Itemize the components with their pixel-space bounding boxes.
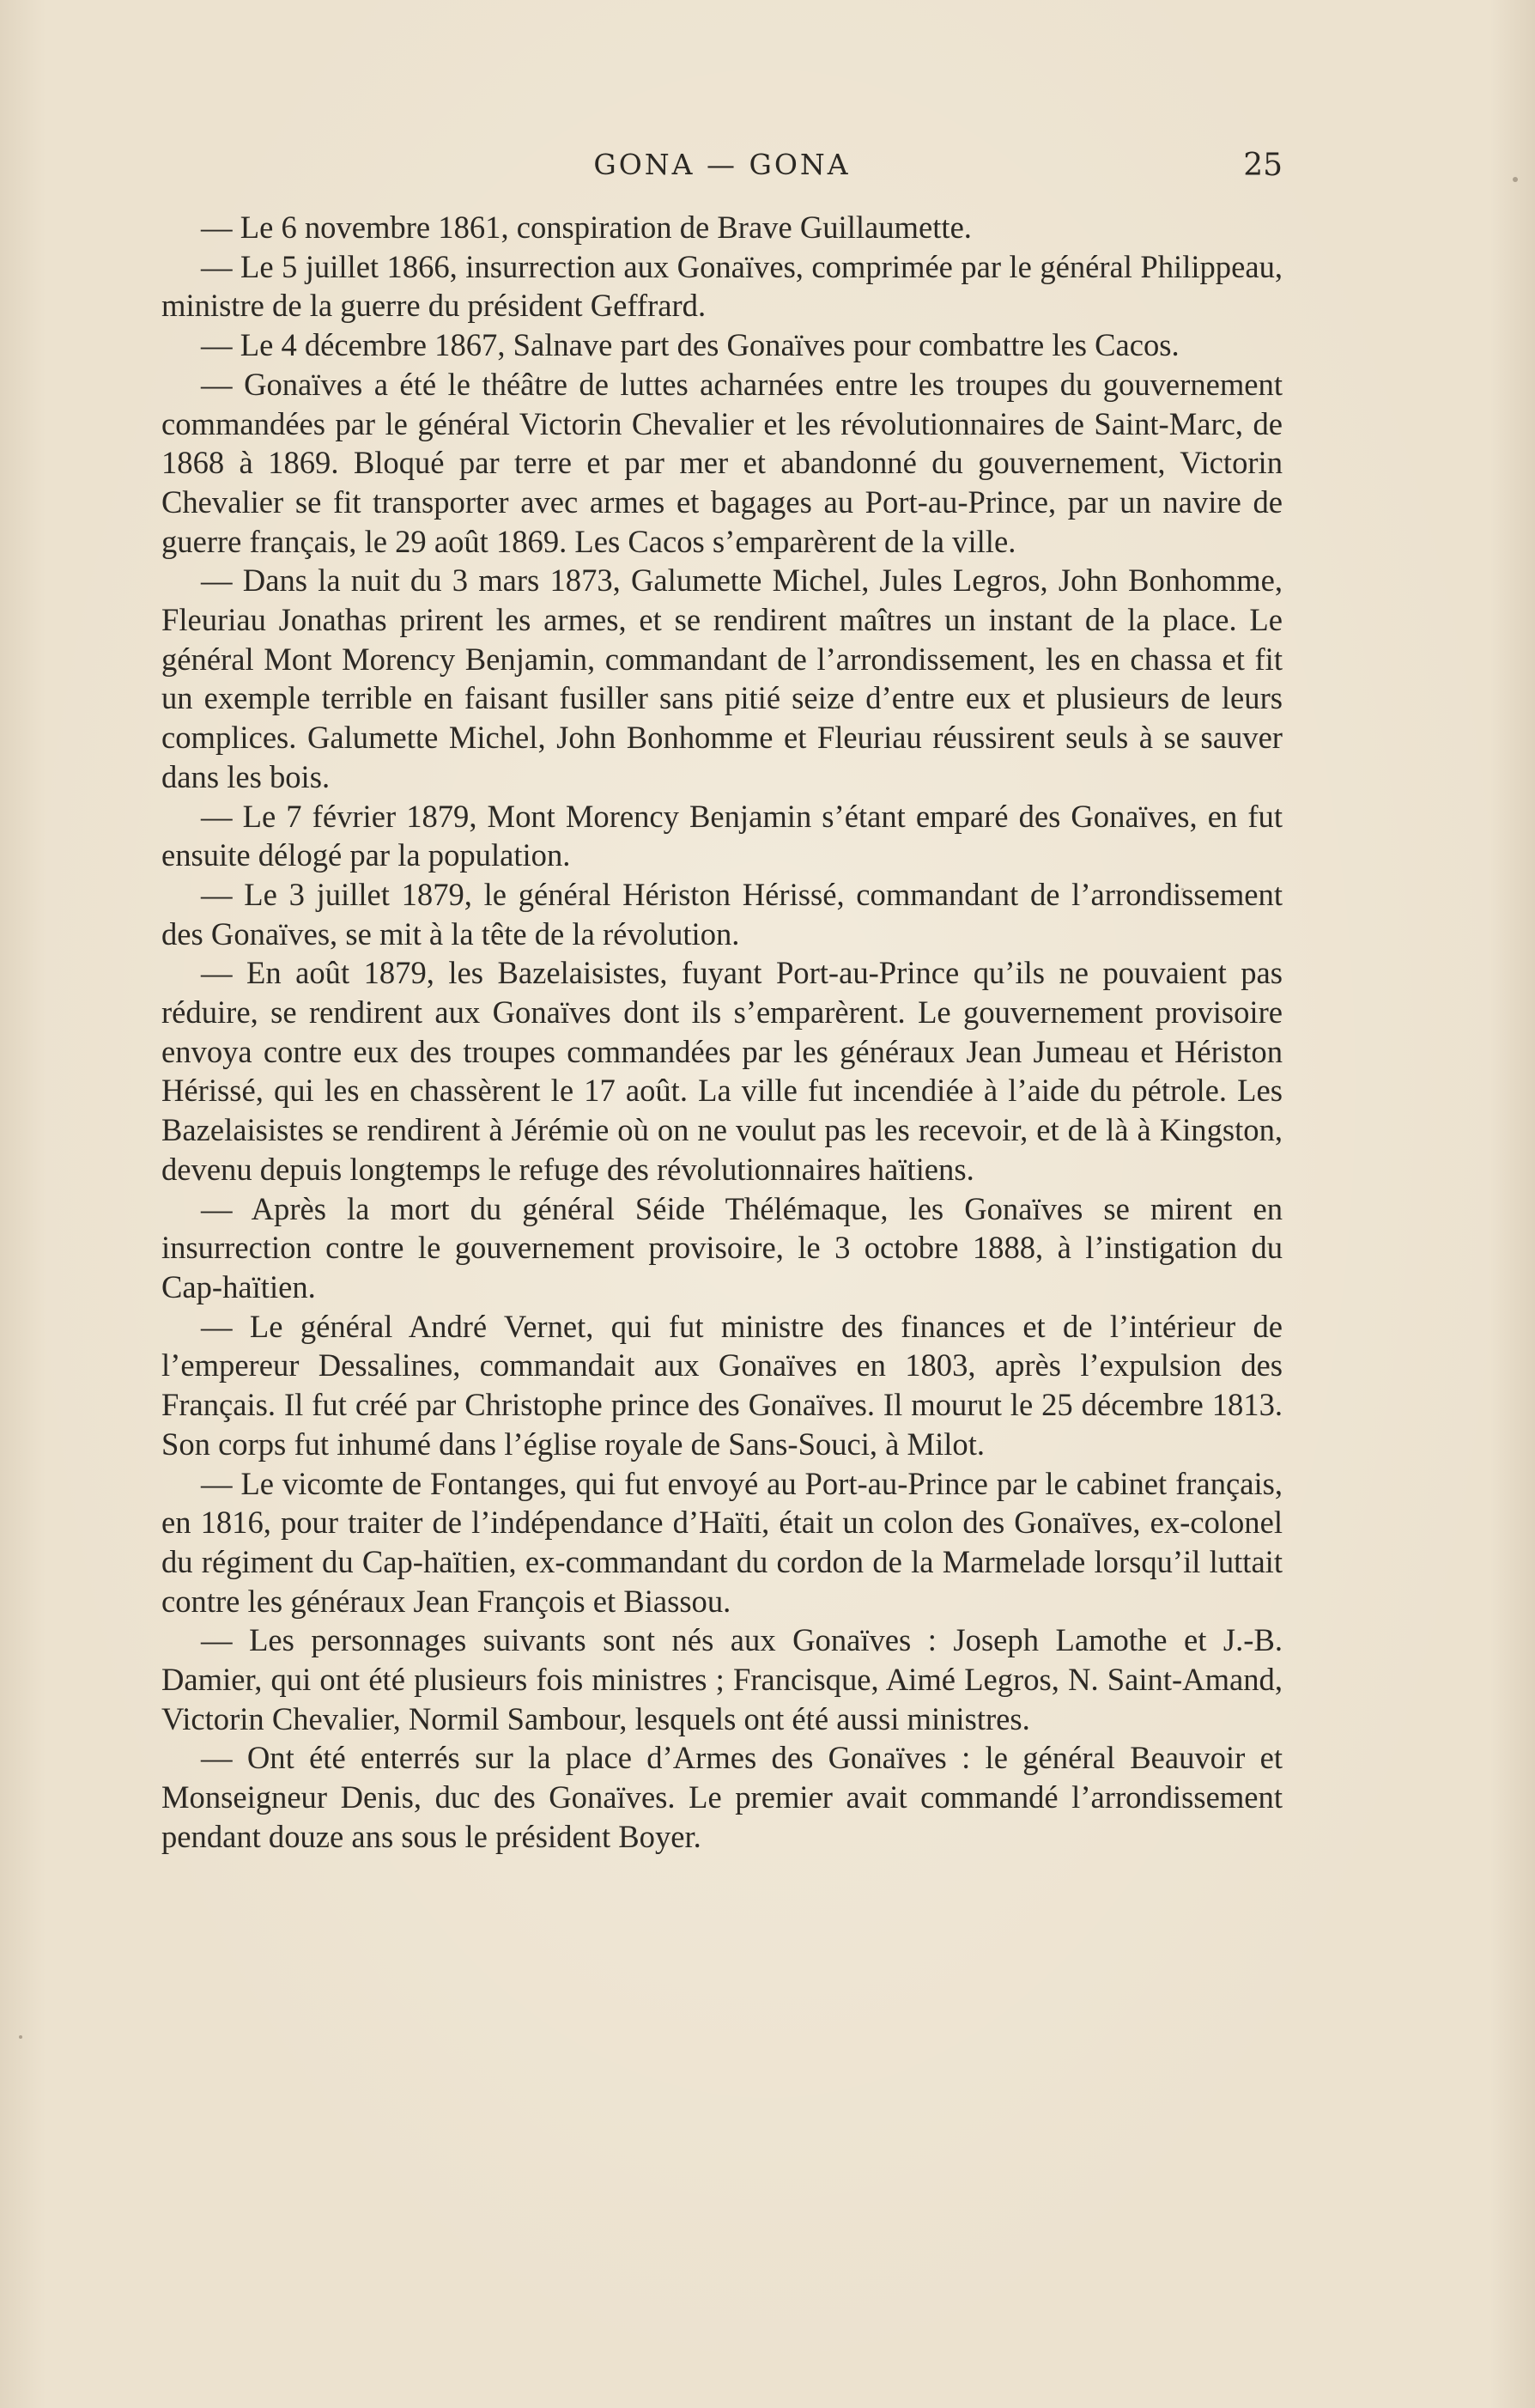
paragraph: — Dans la nuit du 3 mars 1873, Galumette Michel, Jules Legros, John Bonhomme, Fleuriau Jonathas prirent les armes, et se rendirent maîtres un instant de la place. Le général Mont Morency Benjamin, commandant de l’arrondissement, les en chassa et fit un exemple terrible en faisant fusiller sans pitié seize d’entre eux et plusieurs de leurs complices. Galumette Michel, John Bonhomme et Fleuriau réussirent seuls à se sauver dans les bois.	[161, 562, 1283, 794]
running-title: GONA — GONA	[593, 148, 851, 181]
paragraph: — Le général André Vernet, qui fut ministre des finances et de l’intérieur de l’empereur Dessalines, commandait aux Gonaïves en 1803, après l’expulsion des Français. Il fut créé par Christophe prince des Gonaïves. Il mourut le 25 décembre 1813. Son corps fut inhumé dans l’église royale de Sans-Souci, à Milot.	[161, 1308, 1283, 1462]
paper-speck	[1181, 888, 1184, 891]
paragraph: — Les personnages suivants sont nés aux Gonaïves : Joseph Lamothe et J.-B. Damier, qui ont été plusieurs fois ministres ; Francisque, Aimé Legros, N. Saint-Amand, Victorin Chevalier, Normil Sambour, lesquels ont été aussi ministres.	[161, 1622, 1283, 1736]
body-text	[161, 208, 1283, 1857]
paragraph: — Le 3 juillet 1879, le général Hériston Hérissé, commandant de l’arrondissement des Gonaïves, se mit à la tête de la révolution.	[161, 876, 1283, 952]
page-header	[161, 148, 1283, 196]
paper-speck	[19, 2035, 22, 2039]
paragraph: — En août 1879, les Bazelaisistes, fuyant Port-au-Prince qu’ils ne pouvaient pas réduire, se rendirent aux Gonaïves dont ils s’emparèrent. Le gouvernement provisoire envoya contre eux des troupes commandées par les généraux Jean Jumeau et Hériston Hérissé, qui les en chassèrent le 17 août. La ville fut incendiée à l’aide du pétrole. Les Bazelaisistes se rendirent à Jérémie où on ne voulut pas les recevoir, et de là à Kingston, devenu depuis longtemps le refuge des révolutionnaires haïtiens.	[161, 955, 1283, 1187]
paragraph: — Le vicomte de Fontanges, qui fut envoyé au Port-au-Prince par le cabinet français, en 1816, pour traiter de l’indépendance d’Haïti, était un colon des Gonaïves, ex-colonel du régiment du Cap-haïtien, ex-commandant du cordon de la Marmelade lorsqu’il luttait contre les généraux Jean François et Biassou.	[161, 1465, 1283, 1619]
paragraph: — Le 4 décembre 1867, Salnave part des Gonaïves pour combattre les Cacos.	[201, 327, 1180, 363]
paper-speck	[1513, 177, 1518, 182]
page-number: 25	[1243, 148, 1283, 183]
paragraph: — Le 5 juillet 1866, insurrection aux Gonaïves, comprimée par le général Philippeau, ministre de la guerre du président Geffrard.	[161, 248, 1283, 324]
paragraph: — Le 6 novembre 1861, conspiration de Brave Guillaumette.	[201, 210, 972, 245]
paragraph: — Après la mort du général Séide Thélémaque, les Gonaïves se mirent en insurrection contre le gouvernement provisoire, le 3 octobre 1888, à l’instigation du Cap-haïtien.	[161, 1190, 1283, 1304]
paragraph: — Ont été enterrés sur la place d’Armes des Gonaïves : le général Beauvoir et Monseigneur Denis, duc des Gonaïves. Le premier avait commandé l’arrondissement pendant douze ans sous le président Boyer.	[161, 1740, 1283, 1854]
paragraph: — Gonaïves a été le théâtre de luttes acharnées entre les troupes du gouvernement commandées par le général Victorin Chevalier et les révolutionnaires de Saint-Marc, de 1868 à 1869. Bloqué par terre et par mer et abandonné du gouvernement, Victorin Chevalier se fit transporter avec armes et bagages au Port-au-Prince, par un navire de guerre français, le 29 août 1869. Les Cacos s’emparèrent de la ville.	[161, 366, 1283, 559]
paragraph: — Le 7 février 1879, Mont Morency Benjamin s’étant emparé des Gonaïves, en fut ensuite délogé par la population.	[161, 798, 1283, 873]
